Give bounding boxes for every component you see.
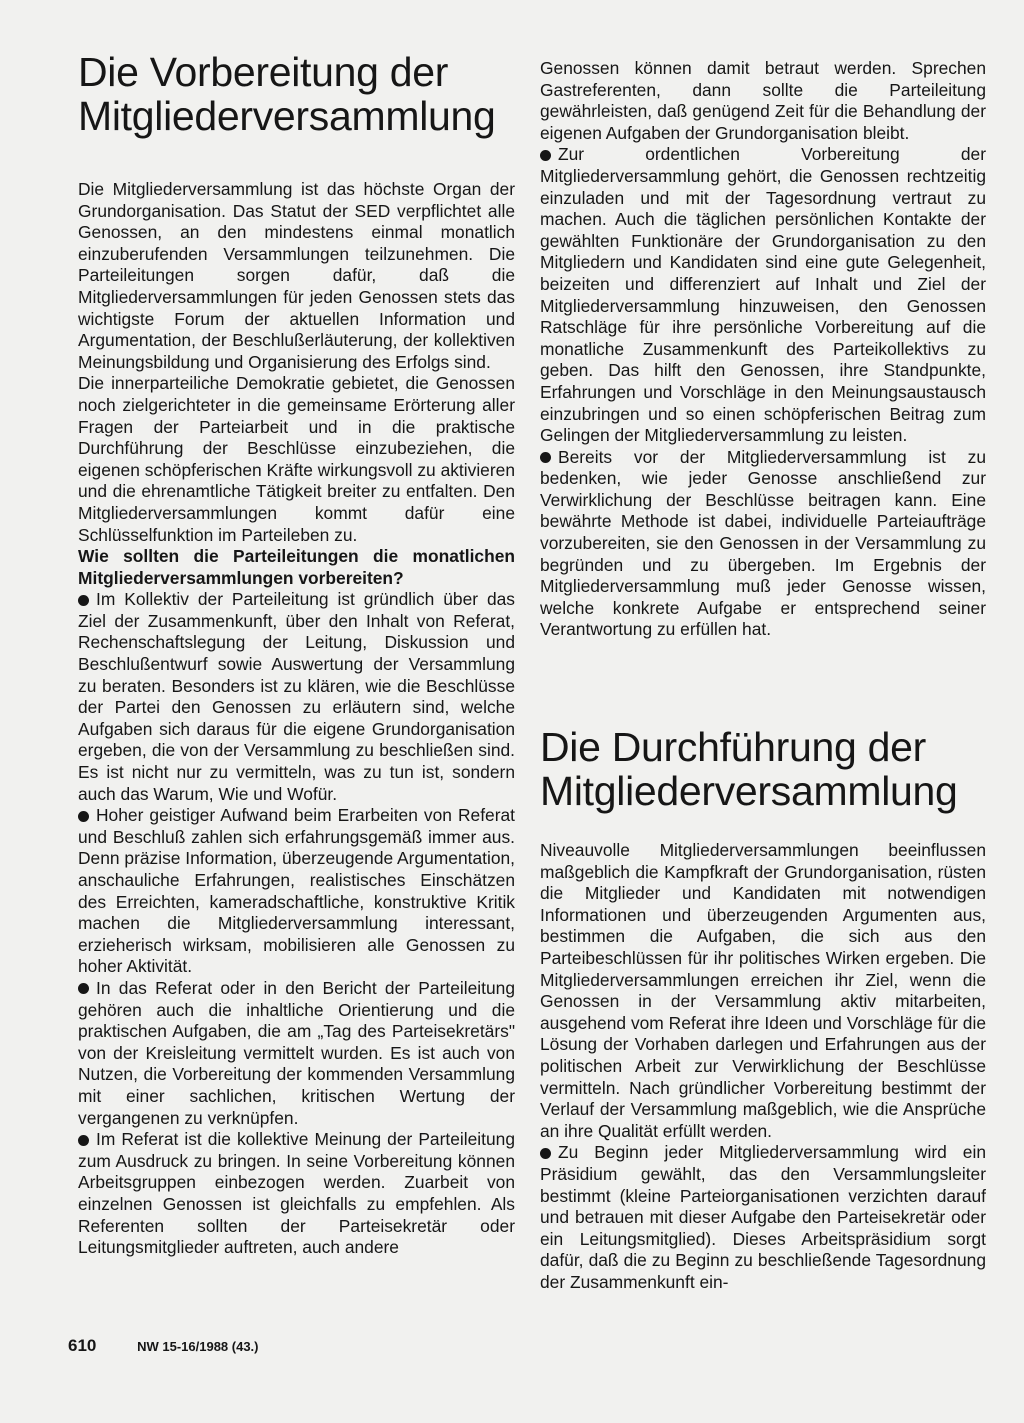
right-body-text-bottom xyxy=(540,840,986,1293)
bullet-dot-icon xyxy=(540,452,551,463)
paragraph: Die innerparteiliche Demokratie gebietet, die Genossen noch zielgerichteter in die gemeinsame Erörterung aller Fragen der Parteiarbeit und in die praktische Durchführung der Beschlüsse einzubeziehen, die eigenen schöpferischen Kräfte wirkungsvoll zu aktivieren und die ehrenamtliche Tätigkeit breiter zu entfalten. Den Mitgliederversammlungen kommt dafür eine Schlüsselfunktion im Parteileben zu. xyxy=(78,373,515,545)
page-footer xyxy=(68,1336,259,1356)
bullet-paragraph xyxy=(540,447,986,641)
bullet-dot-icon xyxy=(78,983,89,994)
bullet-text: Im Kollektiv der Parteileitung ist gründlich über das Ziel der Zusammenkunft, über den Inhalt von Referat, Rechenschaftslegung der Leitung, Diskussion und Beschlußentwurf sowie Auswertung der Versammlung zu beraten. Besonders ist zu klären, wie die Beschlüsse der Partei den Genossen zu erläutern sind, welche Aufgaben sich daraus für die eigene Grundorganisation ergeben, die von der Versammlung zu beschließen sind. Es ist nicht nur zu vermitteln, was zu tun ist, sondern auch das Warum, Wie und Wofür. xyxy=(78,589,515,804)
bullet-paragraph xyxy=(540,1142,986,1293)
bullet-text: Zu Beginn jeder Mitgliederversammlung wird ein Präsidium gewählt, das den Versammlungsleiter bestimmt (kleine Parteiorganisationen verzichten darauf und betrauen mit dieser Aufgabe den Parteisekretär oder ein Leitungsmitglied). Dieses Arbeitspräsidium sorgt dafür, daß die zu Beginn zu beschließende Tagesordnung der Zusammenkunft ein- xyxy=(540,1142,986,1292)
bullet-paragraph xyxy=(78,978,515,1129)
bullet-text: Bereits vor der Mitgliederversammlung ist zu bedenken, wie jeder Genosse anschließend zur Verwirklichung der Beschlüsse beitragen kann. Eine bewährte Methode ist dabei, individuelle Parteiaufträge vorzubereiten, sie den Genossen in der Versammlung zu begründen und zu übergeben. Im Ergebnis der Mitgliederversammlung muß jeder Genosse wissen, welche konkrete Aufgabe er entsprechend seiner Verantwortung zu erfüllen hat. xyxy=(540,446,986,640)
bullet-dot-icon xyxy=(540,150,551,161)
paragraph: Niveauvolle Mitgliederversammlungen beeinflussen maßgeblich die Kampfkraft der Grundorganisation, rüsten die Mitglieder und Kandidaten mit notwendigen Informationen und überzeugenden Argumenten aus, bestimmen die Aufgaben, die sich aus den Parteibeschlüssen für ihr politisches Wirken ergeben. Die Mitgliederversammlungen erreichen ihr Ziel, wenn die Genossen in der Versammlung aktiv mitarbeiten, ausgehend vom Referat ihre Ideen und Vorschläge für die Lösung der Vorhaben darlegen und Erfahrungen aus der politischen Arbeit zur Verwirklichung der Beschlüsse vermitteln. Nach gründlicher Vorbereitung bestimmt der Verlauf der Versammlung maßgeblich, wie die Ansprüche an ihre Qualität erfüllt werden. xyxy=(540,840,986,1141)
bullet-dot-icon xyxy=(78,1135,89,1146)
heading-line: Mitgliederversammlung xyxy=(540,768,958,814)
bullet-paragraph xyxy=(540,144,986,446)
bullet-paragraph xyxy=(78,805,515,978)
bullet-text: Zur ordentlichen Vorbereitung der Mitgliederversammlung gehört, die Genossen rechtzeitig einzuladen und mit der Tagesordnung vertraut zu machen. Auch die täglichen persönlichen Kontakte der gewählten Funktionäre der Grundorganisation zu den Mitgliedern und Kandidaten sind eine gute Gelegenheit, beizeiten und differenziert auf Inhalt und Ziel der Mitgliederversammlung hinzuweisen, den Genossen Ratschläge für ihre persönliche Vorbereitung auf die monatliche Zusammenkunft des Parteikollektivs zu geben. Das hilft den Genossen, ihre Standpunkte, Erfahrungen und Vorschläge in den Meinungsaustausch einzubringen und so einen schöpferischen Beitrag zum Gelingen der Mitgliederversammlung zu leisten. xyxy=(540,144,986,446)
journal-source: NW 15-16/1988 (43.) xyxy=(137,1339,259,1354)
section-heading-preparation xyxy=(78,50,515,138)
heading-line: Die Vorbereitung der xyxy=(78,49,449,95)
bullet-text: Im Referat ist die kollektive Meinung der Parteileitung zum Ausdruck zu bringen. In seine Vorbereitung können Arbeitsgruppen einbezogen werden. Zuarbeit von einzelnen Genossen ist gleichfalls zu empfehlen. Als Referenten sollten der Parteisekretär oder Leitungsmitglieder auftreten, auch andere xyxy=(78,1129,515,1258)
bullet-dot-icon xyxy=(540,1148,551,1159)
bullet-text: In das Referat oder in den Bericht der Parteileitung gehören auch die inhaltliche Orientierung und die praktischen Aufgaben, die am „Tag des Parteisekretärs" von der Kreisleitung vermittelt wurden. Es ist auch von Nutzen, die Vorbereitung der kommenden Versammlung mit einer sachlichen, kritischen Wertung der vergangenen zu verknüpfen. xyxy=(78,977,515,1128)
bullet-dot-icon xyxy=(78,595,89,606)
heading-line: Mitgliederversammlung xyxy=(78,93,496,139)
heading-line: Die Durchführung der xyxy=(540,724,926,770)
paragraph: Genossen können damit betraut werden. Sprechen Gastreferenten, dann sollte die Parteileitung gewährleisten, daß genügend Zeit für die Behandlung der eigenen Aufgaben der Grundorganisation bleibt. xyxy=(540,58,986,143)
page-number: 610 xyxy=(68,1336,97,1355)
section-heading-execution xyxy=(540,725,986,813)
left-body-text xyxy=(78,179,515,1259)
bullet-paragraph xyxy=(78,1129,515,1259)
bullet-paragraph xyxy=(78,589,515,805)
right-body-text-top xyxy=(540,58,986,641)
bullet-text: Hoher geistiger Aufwand beim Erarbeiten von Referat und Beschluß zahlen sich erfahrungsgemäß immer aus. Denn präzise Information, überzeugende Argumentation, anschauliche Erfahrungen, realistisches Einschätzen des Erreichten, kameradschaftliche, konstruktive Kritik machen die Mitgliederversammlung interessant, erzieherisch wirksam, mobilisieren alle Genossen zu hoher Aktivität. xyxy=(78,805,515,977)
bullet-dot-icon xyxy=(78,811,89,822)
question-subheading: Wie sollten die Parteileitungen die monatlichen Mitgliederversammlungen vorbereiten? xyxy=(78,546,515,588)
paragraph: Die Mitgliederversammlung ist das höchste Organ der Grundorganisation. Das Statut der SED verpflichtet alle Genossen, an den mindestens einmal monatlich einzuberufenden Versammlungen teilzunehmen. Die Parteileitungen sorgen dafür, daß die Mitgliederversammlungen für jeden Genossen stets das wichtigste Forum der aktuellen Information und Argumentation, der Beschlußerläuterung, der kollektiven Meinungsbildung und Organisierung des Erfolgs sind. xyxy=(78,179,515,372)
